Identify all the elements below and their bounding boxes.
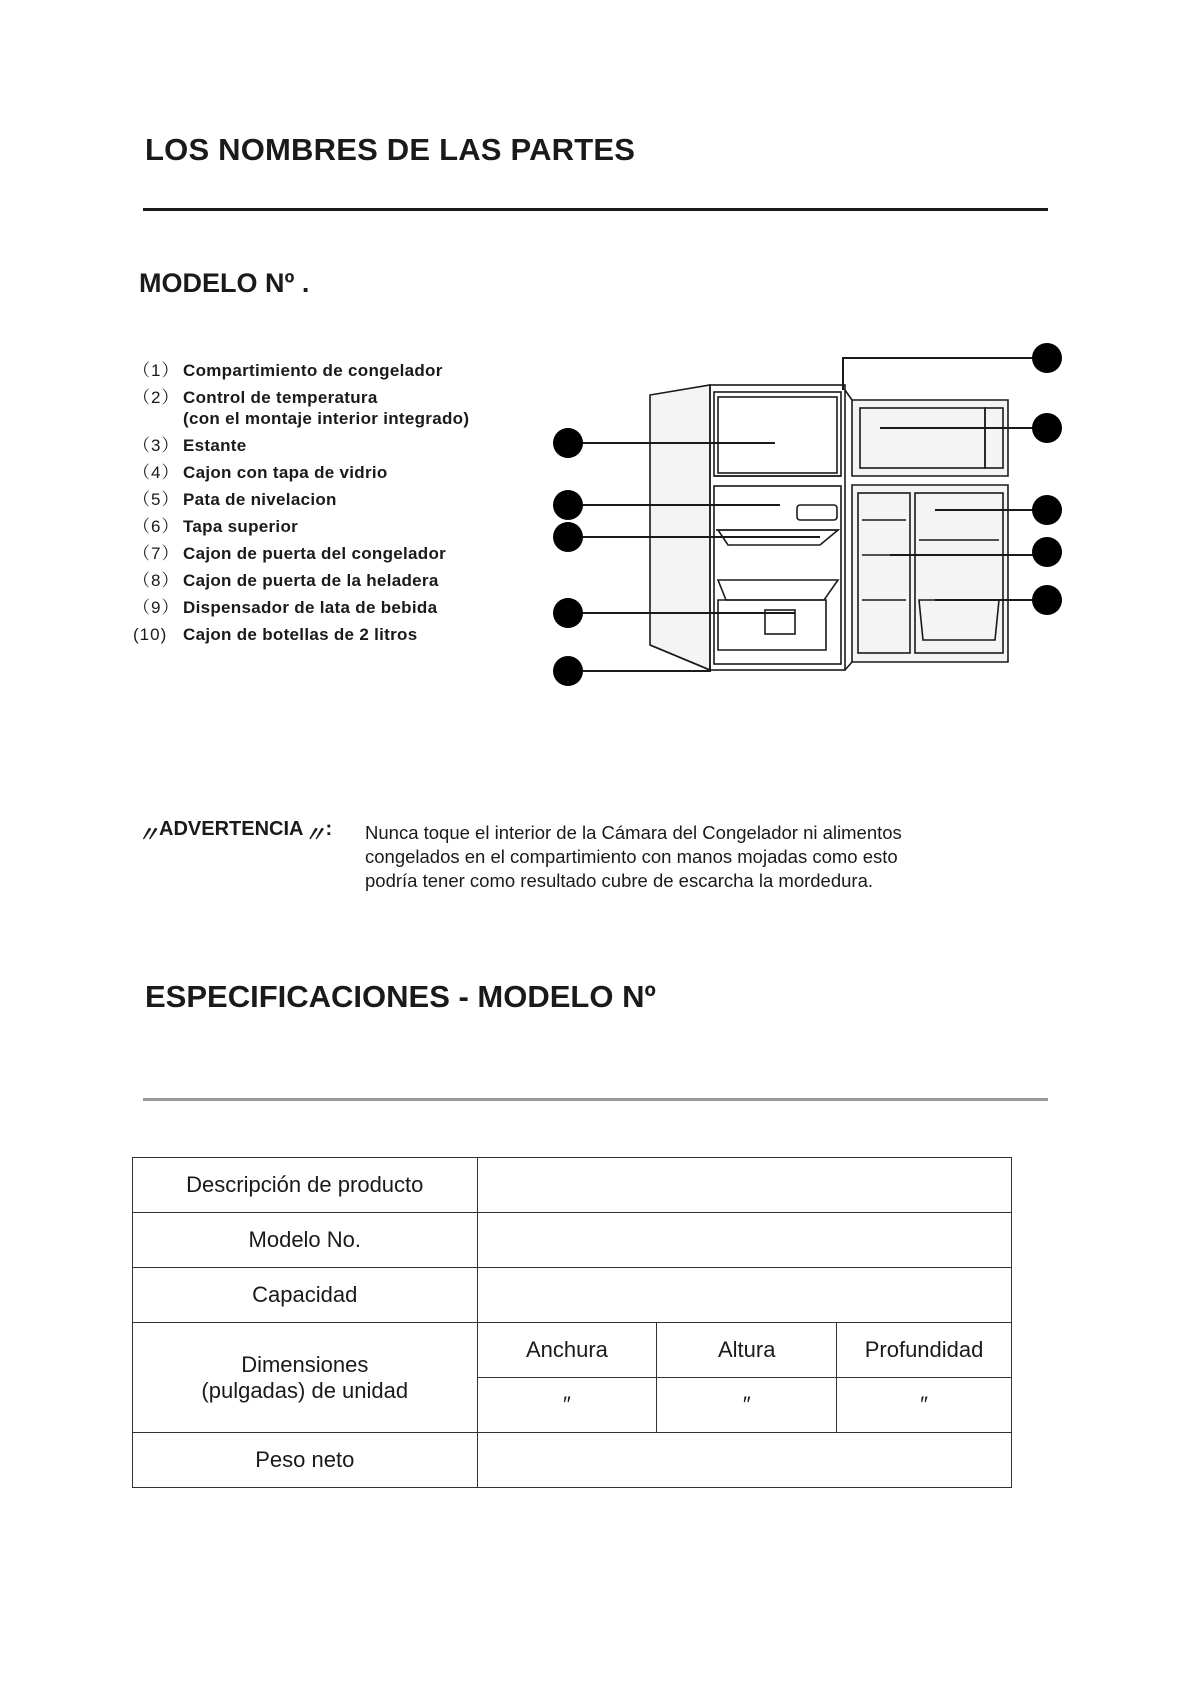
parts-list bbox=[133, 360, 513, 651]
depth-header: Profundidad bbox=[837, 1323, 1012, 1378]
part-item: （1） Compartimiento de congelador bbox=[133, 361, 443, 380]
capacity-label: Capacidad bbox=[133, 1268, 478, 1323]
part-item: （4） Cajon con tapa de vidrio bbox=[133, 463, 388, 482]
spec-divider bbox=[143, 1098, 1048, 1101]
spec-table bbox=[132, 1157, 1012, 1488]
height-header: Altura bbox=[657, 1323, 837, 1378]
part-item: （3） Estante bbox=[133, 436, 247, 455]
depth-value: ″ bbox=[837, 1378, 1012, 1433]
lightning-icon: 〃 bbox=[137, 822, 160, 847]
net-weight-value bbox=[477, 1433, 1011, 1488]
product-description-label: Descripción de producto bbox=[133, 1158, 478, 1213]
part-item: （5） Pata de nivelacion bbox=[133, 490, 337, 509]
net-weight-label: Peso neto bbox=[133, 1433, 478, 1488]
capacity-value bbox=[477, 1268, 1011, 1323]
part-item: (10) Cajon de botellas de 2 litros bbox=[133, 625, 418, 644]
model-no-label: Modelo No. bbox=[133, 1213, 478, 1268]
page-title: LOS NOMBRES DE LAS PARTES bbox=[145, 132, 636, 167]
part-item: （9） Dispensador de lata de bebida bbox=[133, 598, 438, 617]
model-no-value bbox=[477, 1213, 1011, 1268]
refrigerator-diagram bbox=[540, 335, 1070, 695]
part-item: （2） Control de temperatura (con el montaje interior integrado) bbox=[133, 388, 470, 428]
width-header: Anchura bbox=[477, 1323, 657, 1378]
warning-text: Nunca toque el interior de la Cámara del Congelador ni alimentos congelados en el compartimiento con manos mojadas como esto podría tener como resultado cubre de escarcha la mordedura. bbox=[365, 822, 902, 891]
title-divider bbox=[143, 208, 1048, 211]
warning-label: 〃 ADVERTENCIA 〃 : bbox=[137, 818, 333, 847]
part-item: （8） Cajon de puerta de la heladera bbox=[133, 571, 439, 590]
height-value: ″ bbox=[657, 1378, 837, 1433]
width-value: ″ bbox=[477, 1378, 657, 1433]
part-item: （6） Tapa superior bbox=[133, 517, 299, 536]
dimensions-label: Dimensiones (pulgadas) de unidad bbox=[133, 1323, 478, 1433]
lightning-icon: 〃 bbox=[303, 822, 326, 847]
model-heading: MODELO Nº . bbox=[139, 268, 310, 298]
part-item: （7） Cajon de puerta del congelador bbox=[133, 544, 447, 563]
spec-heading: ESPECIFICACIONES - MODELO Nº bbox=[145, 979, 656, 1014]
product-description-value bbox=[477, 1158, 1011, 1213]
